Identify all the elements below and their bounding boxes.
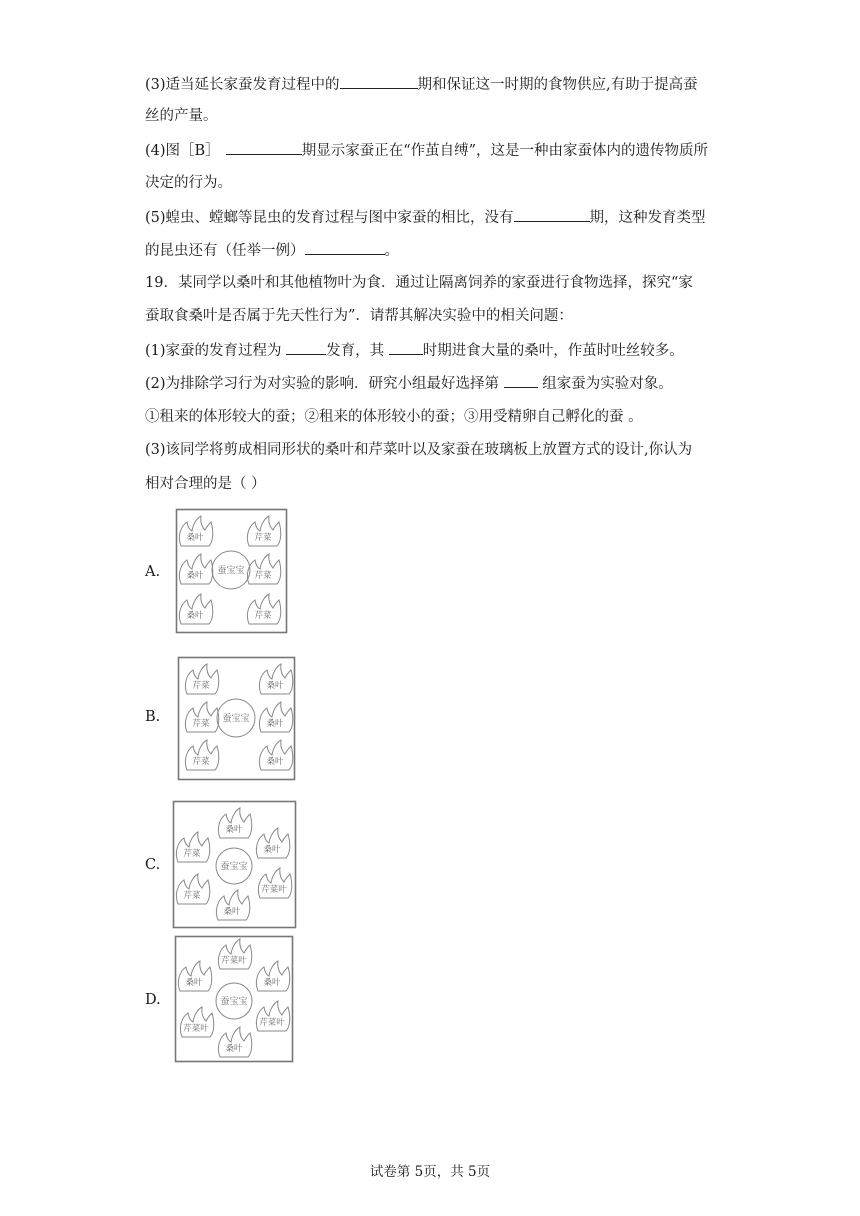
answer-blank[interactable] xyxy=(340,74,418,89)
leaf-label: 桑叶 xyxy=(263,978,281,988)
q19-part2-options: ①租来的体形较大的蚕；②租来的体形较小的蚕；③用受精卵自己孵化的蚕 。 xyxy=(145,409,643,425)
option-label-b[interactable]: B. xyxy=(145,709,161,725)
answer-blank[interactable] xyxy=(514,207,590,222)
leaf-label: 桑叶 xyxy=(186,611,204,621)
leaf-label: 桑叶 xyxy=(185,978,203,988)
answer-blank[interactable] xyxy=(226,140,302,155)
q18-part5-line2: 的昆虫还有（任举一例） 。 xyxy=(145,240,399,261)
leaf-label: 桑叶 xyxy=(266,681,284,691)
silkworm-label: 蚕宝宝 xyxy=(222,714,250,724)
leaf-label: 芹菜叶 xyxy=(183,1024,209,1034)
q19-stem-line1: 19．某同学以桑叶和其他植物叶为食．通过让隔离饲养的家蚕进行食物选择，探究“家 xyxy=(145,275,693,291)
q18-part3-line1: (3)适当延长家蚕发育过程中的 期和保证这一时期的食物供应,有助于提高蚕 xyxy=(145,74,698,95)
leaf-label: 芹菜叶 xyxy=(259,1018,285,1028)
answer-blank[interactable] xyxy=(286,340,326,355)
answer-blank[interactable] xyxy=(389,340,423,355)
option-label-c[interactable]: C. xyxy=(145,857,161,873)
leaf-label: 芹菜 xyxy=(192,719,210,729)
q18-part4-line2: 决定的行为。 xyxy=(145,175,232,191)
option-d-figure[interactable] xyxy=(174,935,294,1063)
leaf-label: 芹菜 xyxy=(254,611,272,621)
q18-part5-line1: (5)蝗虫、螳螂等昆虫的发育过程与图中家蚕的相比，没有 期，这种发育类型 xyxy=(145,207,706,228)
leaf-label: 芹菜叶 xyxy=(221,956,247,966)
option-c-figure[interactable] xyxy=(172,800,297,929)
leaf-label: 桑叶 xyxy=(225,1044,243,1054)
q19-part2: (2)为排除学习行为对实验的影响．研究小组最好选择第 组家蚕为实验对象。 xyxy=(145,373,673,394)
leaf-label: 桑叶 xyxy=(186,533,204,543)
page-footer: 试卷第 5页，共 5页 xyxy=(369,1164,491,1180)
q19-part3-line1: (3)该同学将剪成相同形状的桑叶和芹菜叶以及家蚕在玻璃板上放置方式的设计,你认为 xyxy=(145,442,693,458)
option-label-a[interactable]: A. xyxy=(145,564,161,580)
q19-stem-line2: 蚕取食桑叶是否属于先天性行为”．请帮其解决实验中的相关问题： xyxy=(145,308,573,324)
answer-blank[interactable] xyxy=(305,240,385,255)
leaf-label: 桑叶 xyxy=(225,825,243,835)
option-label-d[interactable]: D. xyxy=(145,992,161,1008)
leaf-label: 芹菜 xyxy=(254,571,272,581)
leaf-label: 桑叶 xyxy=(263,845,281,855)
leaf-label: 桑叶 xyxy=(223,907,241,917)
silkworm-label: 蚕宝宝 xyxy=(220,997,248,1007)
leaf-label: 桑叶 xyxy=(266,757,284,767)
leaf-label: 芹菜 xyxy=(183,849,201,859)
leaf-label: 桑叶 xyxy=(266,719,284,729)
q18-part3-line2: 丝的产量。 xyxy=(145,108,218,124)
leaf-label: 芹菜 xyxy=(192,757,210,767)
q19-part3-line2: 相对合理的是（ ） xyxy=(145,476,266,492)
q19-part1: (1)家蚕的发育过程为 发育，其 时期进食大量的桑叶，作茧时吐丝较多。 xyxy=(145,340,684,361)
option-b-figure[interactable] xyxy=(177,656,296,781)
silkworm-label: 蚕宝宝 xyxy=(217,566,245,576)
leaf-label: 芹菜叶 xyxy=(261,885,287,895)
q18-part4-line1: (4)图［B］ 期显示家蚕正在“作茧自缚”，这是一种由家蚕体内的遗传物质所 xyxy=(145,140,708,161)
silkworm-label: 蚕宝宝 xyxy=(220,862,248,872)
option-a-figure[interactable] xyxy=(175,508,288,634)
leaf-label: 芹菜 xyxy=(254,533,272,543)
leaf-label: 芹菜 xyxy=(183,891,201,901)
leaf-label: 桑叶 xyxy=(186,571,204,581)
leaf-label: 芹菜 xyxy=(192,681,210,691)
answer-blank[interactable] xyxy=(504,373,538,388)
